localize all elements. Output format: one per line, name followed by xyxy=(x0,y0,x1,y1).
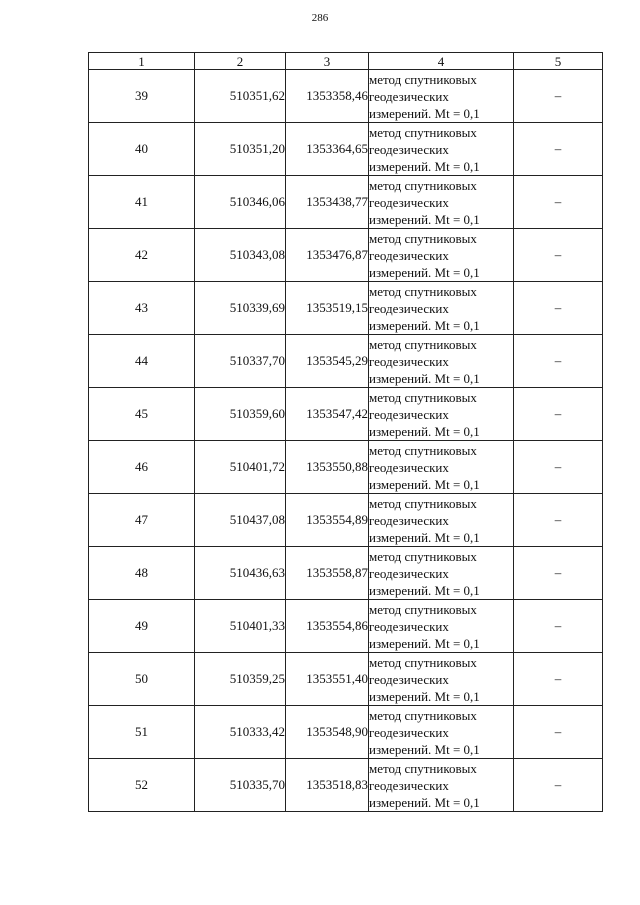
method-text-line: метод спутниковых xyxy=(369,124,477,140)
method-text-line: геодезических xyxy=(369,300,449,316)
method-text-line: измерений. Mt = 0,1 xyxy=(369,529,480,545)
y-coordinate-cell: 1353519,15 xyxy=(286,282,369,335)
table-row xyxy=(89,706,603,759)
point-number-cell: 47 xyxy=(89,494,195,547)
method-cell xyxy=(369,282,514,335)
table-row xyxy=(89,70,603,123)
method-text-line: измерений. Mt = 0,1 xyxy=(369,264,480,280)
method-text-line: метод спутниковых xyxy=(369,760,477,776)
method-text-line: метод спутниковых xyxy=(369,389,477,405)
method-text-line: измерений. Mt = 0,1 xyxy=(369,741,480,757)
note-cell: – xyxy=(514,70,603,123)
method-cell xyxy=(369,335,514,388)
x-coordinate-cell: 510351,20 xyxy=(195,123,286,176)
method-cell xyxy=(369,600,514,653)
column-header: 5 xyxy=(514,53,603,70)
method-text-line: геодезических xyxy=(369,724,449,740)
method-text-line: измерений. Mt = 0,1 xyxy=(369,476,480,492)
point-number-cell: 52 xyxy=(89,759,195,812)
method-text-line: метод спутниковых xyxy=(369,548,477,564)
x-coordinate-cell: 510343,08 xyxy=(195,229,286,282)
note-cell: – xyxy=(514,441,603,494)
method-text-line: геодезических xyxy=(369,565,449,581)
y-coordinate-cell: 1353438,77 xyxy=(286,176,369,229)
table-row xyxy=(89,176,603,229)
point-number-cell: 44 xyxy=(89,335,195,388)
point-number-cell: 42 xyxy=(89,229,195,282)
y-coordinate-cell: 1353547,42 xyxy=(286,388,369,441)
column-header: 3 xyxy=(286,53,369,70)
note-cell: – xyxy=(514,494,603,547)
x-coordinate-cell: 510351,62 xyxy=(195,70,286,123)
method-text-line: измерений. Mt = 0,1 xyxy=(369,635,480,651)
note-cell: – xyxy=(514,282,603,335)
method-cell xyxy=(369,494,514,547)
method-text-line: геодезических xyxy=(369,247,449,263)
note-cell: – xyxy=(514,123,603,176)
method-text-line: метод спутниковых xyxy=(369,336,477,352)
column-header: 1 xyxy=(89,53,195,70)
table-header-row xyxy=(89,53,603,70)
method-cell xyxy=(369,653,514,706)
method-text-line: измерений. Mt = 0,1 xyxy=(369,688,480,704)
column-header: 2 xyxy=(195,53,286,70)
note-cell: – xyxy=(514,759,603,812)
method-text-line: геодезических xyxy=(369,141,449,157)
table-row xyxy=(89,600,603,653)
method-text-line: геодезических xyxy=(369,618,449,634)
method-cell xyxy=(369,229,514,282)
y-coordinate-cell: 1353550,88 xyxy=(286,441,369,494)
method-cell xyxy=(369,441,514,494)
method-text-line: измерений. Mt = 0,1 xyxy=(369,423,480,439)
note-cell: – xyxy=(514,653,603,706)
method-cell xyxy=(369,176,514,229)
table-row xyxy=(89,123,603,176)
y-coordinate-cell: 1353554,86 xyxy=(286,600,369,653)
method-text-line: метод спутниковых xyxy=(369,601,477,617)
point-number-cell: 50 xyxy=(89,653,195,706)
method-text-line: геодезических xyxy=(369,406,449,422)
x-coordinate-cell: 510359,60 xyxy=(195,388,286,441)
method-text-line: геодезических xyxy=(369,777,449,793)
method-text-line: измерений. Mt = 0,1 xyxy=(369,105,480,121)
y-coordinate-cell: 1353518,83 xyxy=(286,759,369,812)
method-text-line: метод спутниковых xyxy=(369,495,477,511)
y-coordinate-cell: 1353364,65 xyxy=(286,123,369,176)
method-text-line: метод спутниковых xyxy=(369,283,477,299)
x-coordinate-cell: 510333,42 xyxy=(195,706,286,759)
method-text-line: геодезических xyxy=(369,671,449,687)
table-row xyxy=(89,282,603,335)
method-text-line: измерений. Mt = 0,1 xyxy=(369,370,480,386)
method-text-line: метод спутниковых xyxy=(369,707,477,723)
note-cell: – xyxy=(514,176,603,229)
method-cell xyxy=(369,70,514,123)
x-coordinate-cell: 510339,69 xyxy=(195,282,286,335)
method-text-line: измерений. Mt = 0,1 xyxy=(369,582,480,598)
method-text-line: метод спутниковых xyxy=(369,654,477,670)
table-row xyxy=(89,335,603,388)
method-text-line: метод спутниковых xyxy=(369,177,477,193)
table-row xyxy=(89,388,603,441)
x-coordinate-cell: 510436,63 xyxy=(195,547,286,600)
method-text-line: геодезических xyxy=(369,512,449,528)
method-text-line: измерений. Mt = 0,1 xyxy=(369,794,480,810)
method-cell xyxy=(369,123,514,176)
note-cell: – xyxy=(514,335,603,388)
note-cell: – xyxy=(514,229,603,282)
method-cell xyxy=(369,388,514,441)
note-cell: – xyxy=(514,706,603,759)
x-coordinate-cell: 510437,08 xyxy=(195,494,286,547)
method-text-line: измерений. Mt = 0,1 xyxy=(369,158,480,174)
note-cell: – xyxy=(514,388,603,441)
method-text-line: геодезических xyxy=(369,353,449,369)
point-number-cell: 40 xyxy=(89,123,195,176)
coordinates-table xyxy=(88,52,603,812)
table-row xyxy=(89,653,603,706)
note-cell: – xyxy=(514,547,603,600)
table-body xyxy=(89,70,603,812)
x-coordinate-cell: 510359,25 xyxy=(195,653,286,706)
point-number-cell: 46 xyxy=(89,441,195,494)
y-coordinate-cell: 1353548,90 xyxy=(286,706,369,759)
column-header: 4 xyxy=(369,53,514,70)
method-cell xyxy=(369,759,514,812)
method-text-line: метод спутниковых xyxy=(369,71,477,87)
page-number: 286 xyxy=(311,12,329,24)
table-row xyxy=(89,229,603,282)
method-text-line: метод спутниковых xyxy=(369,442,477,458)
x-coordinate-cell: 510335,70 xyxy=(195,759,286,812)
x-coordinate-cell: 510401,33 xyxy=(195,600,286,653)
x-coordinate-cell: 510346,06 xyxy=(195,176,286,229)
point-number-cell: 45 xyxy=(89,388,195,441)
point-number-cell: 51 xyxy=(89,706,195,759)
point-number-cell: 39 xyxy=(89,70,195,123)
y-coordinate-cell: 1353554,89 xyxy=(286,494,369,547)
method-text-line: геодезических xyxy=(369,194,449,210)
method-cell xyxy=(369,547,514,600)
method-text-line: геодезических xyxy=(369,88,449,104)
x-coordinate-cell: 510337,70 xyxy=(195,335,286,388)
point-number-cell: 49 xyxy=(89,600,195,653)
method-text-line: геодезических xyxy=(369,459,449,475)
method-text-line: измерений. Mt = 0,1 xyxy=(369,211,480,227)
method-text-line: метод спутниковых xyxy=(369,230,477,246)
table-row xyxy=(89,759,603,812)
point-number-cell: 41 xyxy=(89,176,195,229)
x-coordinate-cell: 510401,72 xyxy=(195,441,286,494)
y-coordinate-cell: 1353476,87 xyxy=(286,229,369,282)
point-number-cell: 43 xyxy=(89,282,195,335)
table-row xyxy=(89,441,603,494)
y-coordinate-cell: 1353558,87 xyxy=(286,547,369,600)
table-row xyxy=(89,494,603,547)
table-row xyxy=(89,547,603,600)
method-text-line: измерений. Mt = 0,1 xyxy=(369,317,480,333)
note-cell: – xyxy=(514,600,603,653)
y-coordinate-cell: 1353358,46 xyxy=(286,70,369,123)
y-coordinate-cell: 1353551,40 xyxy=(286,653,369,706)
point-number-cell: 48 xyxy=(89,547,195,600)
method-cell xyxy=(369,706,514,759)
y-coordinate-cell: 1353545,29 xyxy=(286,335,369,388)
